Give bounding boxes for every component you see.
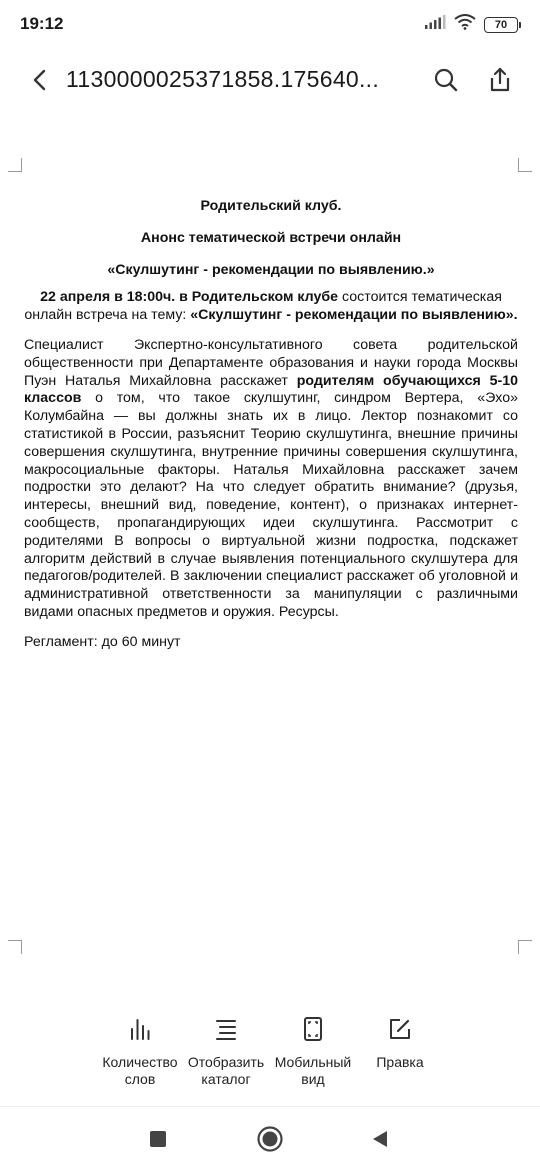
mobile-view-label [275, 1054, 352, 1088]
label-line: каталог [201, 1071, 251, 1087]
page-corner-mark [518, 940, 532, 954]
page-corner-mark [518, 158, 532, 172]
intro-paragraph [24, 289, 518, 325]
body-text-2: о том, что такое скулшутинг, синдром Вертера, «Эхо» Колумбайна — вы должны знать их в лицо. Лектор познакомит со статистикой в России, разъяснит Теорию скулшутинга, внешние причины совершения скулшутинга, внутренние причины совершения скулшутинга, макросоциальные факторы. Наталья Михайловна расскажет зачем подростки это делают? На что следует обратить внимание? (друзья, интересы, внешний вид, поведение, контент), о признаках интернет-сообществ, пропагандирующих идеи скулшутинга. Рассмотрит с родителями В вопросы о виртуальной жизни подростка, подскажет алгоритм действий в случае выявления потенциального скулшутера для педагогов/родителей. В заключении специалист расскажет об уголовной и административной ответственности за манипуляции с различными видами опасных предметов и оружия. Ресурсы. [24, 390, 518, 620]
signal-icon [424, 14, 446, 35]
document-page [24, 198, 518, 652]
intro-date: 22 апреля в 18:00ч. в Родительском клубе [40, 289, 339, 306]
status-bar [0, 0, 540, 48]
body-paragraph [24, 337, 518, 622]
system-nav-bar [0, 1106, 540, 1170]
back-triangle-icon [370, 1129, 390, 1149]
share-button[interactable] [482, 62, 518, 98]
document-title: 1130000025371858.175640... [66, 66, 380, 92]
page-corner-mark [8, 158, 22, 172]
mobile-view-button[interactable] [268, 1016, 358, 1088]
body-audience: родителям обучающихся 5-10 классов [24, 372, 518, 407]
heading-announcement: Анонс тематической встречи онлайн [140, 229, 402, 246]
back-button[interactable] [22, 62, 58, 98]
battery-icon [484, 17, 518, 33]
back-arrow-icon [30, 68, 50, 92]
heading-topic: «Скулшутинг - рекомендации по выявлению.» [107, 261, 435, 278]
edit-button[interactable] [355, 1016, 445, 1071]
share-icon [488, 67, 512, 93]
label-line: Мобильный [274, 1054, 352, 1070]
mobile-view-icon [300, 1016, 326, 1042]
home-circle-icon [256, 1125, 284, 1153]
label-line: Правка [376, 1054, 424, 1070]
intro-text: состоится тематическая онлайн встреча на тему: [24, 289, 502, 324]
show-catalog-label [188, 1054, 264, 1088]
word-count-button[interactable] [95, 1016, 185, 1088]
status-time: 19:12 [20, 14, 64, 33]
show-catalog-button[interactable] [181, 1016, 271, 1088]
system-back-button[interactable] [366, 1125, 394, 1153]
intro-topic: «Скулшутинг - рекомендации по выявлению». [190, 307, 518, 324]
label-line: Отобразить [187, 1054, 265, 1070]
body-text-1: Специалист Экспертно-консультативного совета родительской общественности при Департаменте образования и науки города Москвы Пуэн Наталья Михайловна расскажет [24, 336, 518, 389]
label-line: Количество [102, 1054, 178, 1070]
home-button[interactable] [256, 1125, 284, 1153]
status-icons [424, 14, 518, 35]
search-icon [433, 67, 459, 93]
app-bar [0, 48, 540, 112]
recents-button[interactable] [144, 1125, 172, 1153]
wifi-icon [454, 14, 476, 35]
word-count-label [102, 1054, 177, 1088]
edit-icon [387, 1016, 413, 1042]
bottom-toolbar [0, 1004, 540, 1104]
battery-level: 70 [494, 18, 508, 31]
page-corner-mark [8, 940, 22, 954]
reglament-text: Регламент: до 60 минут [24, 633, 181, 650]
label-line: вид [301, 1071, 325, 1087]
heading-club: Родительский клуб. [200, 198, 342, 214]
bar-chart-icon [127, 1016, 153, 1042]
recents-square-icon [148, 1129, 168, 1149]
list-icon [213, 1016, 239, 1042]
edit-label [376, 1054, 423, 1071]
label-line: слов [124, 1071, 156, 1087]
search-button[interactable] [428, 62, 464, 98]
